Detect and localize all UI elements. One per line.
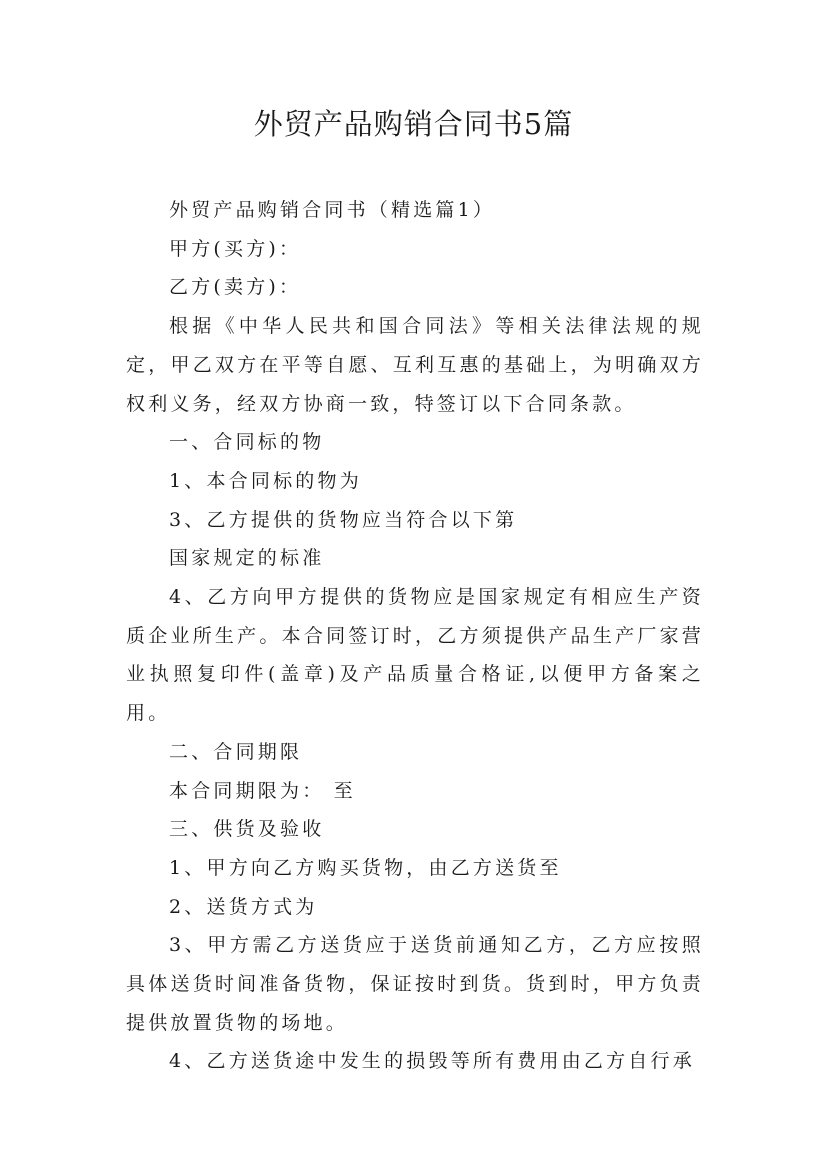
paragraph-clause-1-1: 1、本合同标的物为 (169, 469, 362, 492)
paragraph-contract-term: 本合同期限为： 至 (169, 779, 356, 802)
paragraph-clause-3-3: 3、甲方需乙方送货应于送货前通知乙方，乙方应按照具体送货时间准备货物，保证按时到货。货到时，甲方负责提供放置货物的场地。 (126, 934, 704, 1034)
paragraph-section-heading: 外贸产品购销合同书（精选篇1） (169, 199, 496, 221)
paragraph-clause-3-1: 1、甲方向乙方购买货物，由乙方送货至 (169, 856, 562, 879)
paragraph-clause-heading-1: 一、合同标的物 (169, 431, 325, 454)
document-title: 外贸产品购销合同书5篇 (253, 107, 574, 141)
paragraph-party-b: 乙方(卖方)： (169, 276, 302, 299)
paragraph-clause-heading-3: 三、供货及验收 (169, 818, 325, 841)
paragraph-preamble: 根据《中华人民共和国合同法》等相关法律法规的规定，甲乙双方在平等自愿、互利互惠的基础上，为明确双方权利义务，经双方协商一致，特签订以下合同条款。 (126, 315, 704, 415)
paragraph-party-a: 甲方(买方)： (169, 237, 302, 260)
paragraph-clause-3-2: 2、送货方式为 (169, 895, 318, 918)
document-body (126, 191, 704, 1081)
paragraph-clause-1-3-cont: 国家规定的标准 (169, 547, 325, 570)
paragraph-clause-1-3: 3、乙方提供的货物应当符合以下第 (169, 508, 518, 531)
paragraph-clause-3-4: 4、乙方送货途中发生的损毁等所有费用由乙方自行承 (169, 1050, 695, 1073)
paragraph-clause-1-4: 4、乙方向甲方提供的货物应是国家规定有相应生产资质企业所生产。本合同签订时，乙方须提供产品生产厂家营业执照复印件(盖章)及产品质量合格证,以便甲方备案之用。 (126, 586, 704, 725)
paragraph-clause-heading-2: 二、合同期限 (169, 740, 303, 763)
